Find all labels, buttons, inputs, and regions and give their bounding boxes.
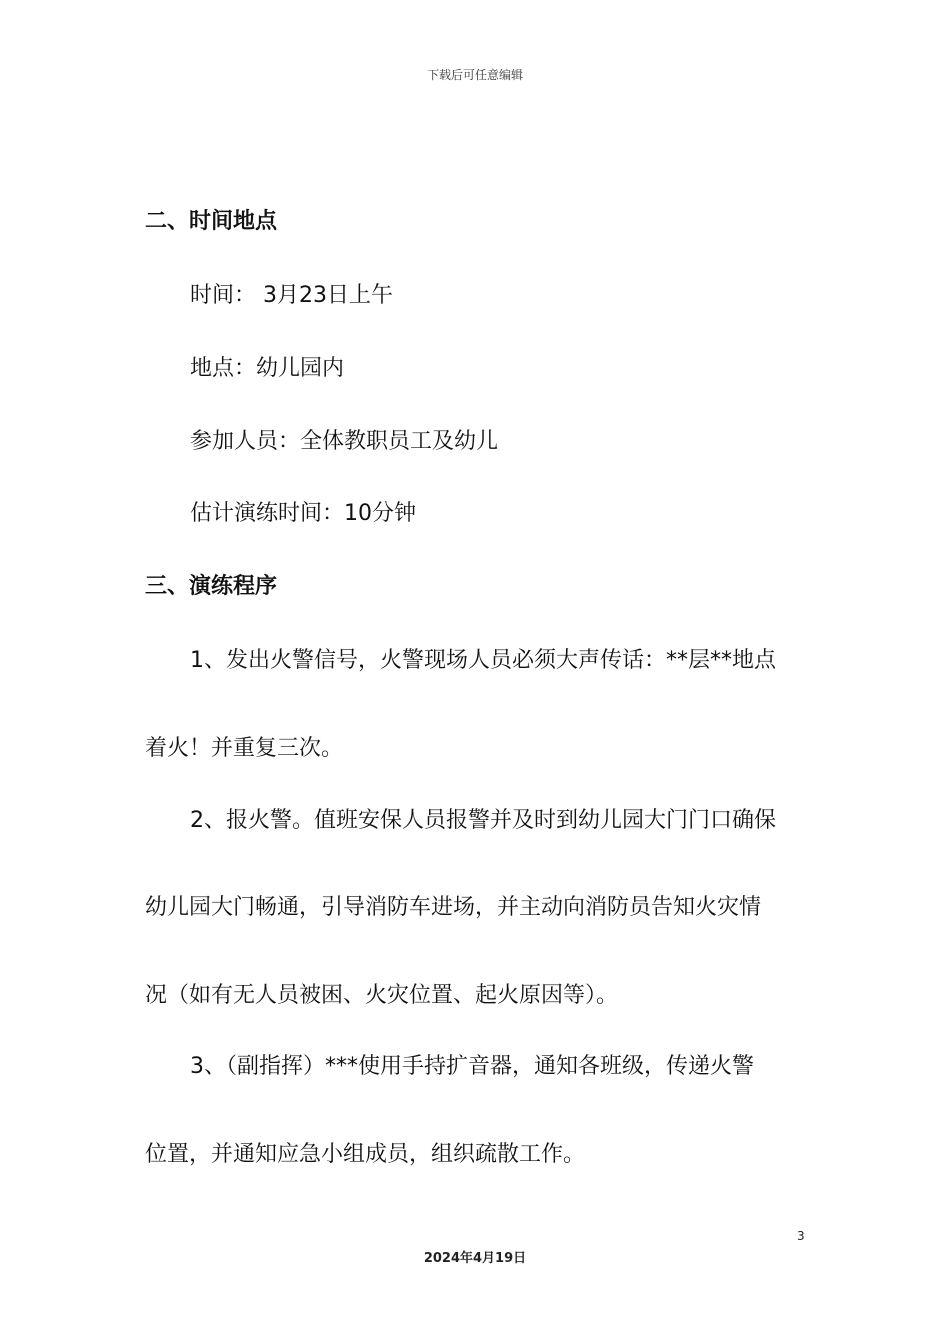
- duration-item: 估计演练时间：10分钟: [190, 501, 416, 526]
- step-2-line-2: 幼儿园大门畅通，引导消防车进场，并主动向消防员告知火灾情: [145, 895, 762, 920]
- time-item: 时间： 3月23日上午: [190, 283, 393, 308]
- location-item: 地点：幼儿园内: [190, 356, 345, 381]
- step-2-line-1: 2、报火警。值班安保人员报警并及时到幼儿园大门门口确保: [190, 808, 776, 833]
- participants-item: 参加人员：全体教职员工及幼儿: [190, 429, 499, 454]
- step-3-line-2: 位置，并通知应急小组成员，组织疏散工作。: [145, 1142, 586, 1167]
- header-note: 下载后可任意编辑: [426, 68, 523, 82]
- step-1-line-1: 1、发出火警信号，火警现场人员必须大声传话：**层**地点: [190, 648, 776, 673]
- section-2-heading: 二、时间地点: [145, 209, 278, 234]
- step-1-line-2: 着火！并重复三次。: [145, 736, 344, 761]
- step-3-line-1: 3、（副指挥）***使用手持扩音器，通知各班级，传递火警: [190, 1054, 754, 1079]
- page-number: 3: [797, 1229, 805, 1243]
- footer-date: 2024年4月19日: [423, 1251, 527, 1266]
- section-3-heading: 三、演练程序: [145, 574, 278, 599]
- step-2-line-3: 况（如有无人员被困、火灾位置、起火原因等）。: [145, 983, 619, 1008]
